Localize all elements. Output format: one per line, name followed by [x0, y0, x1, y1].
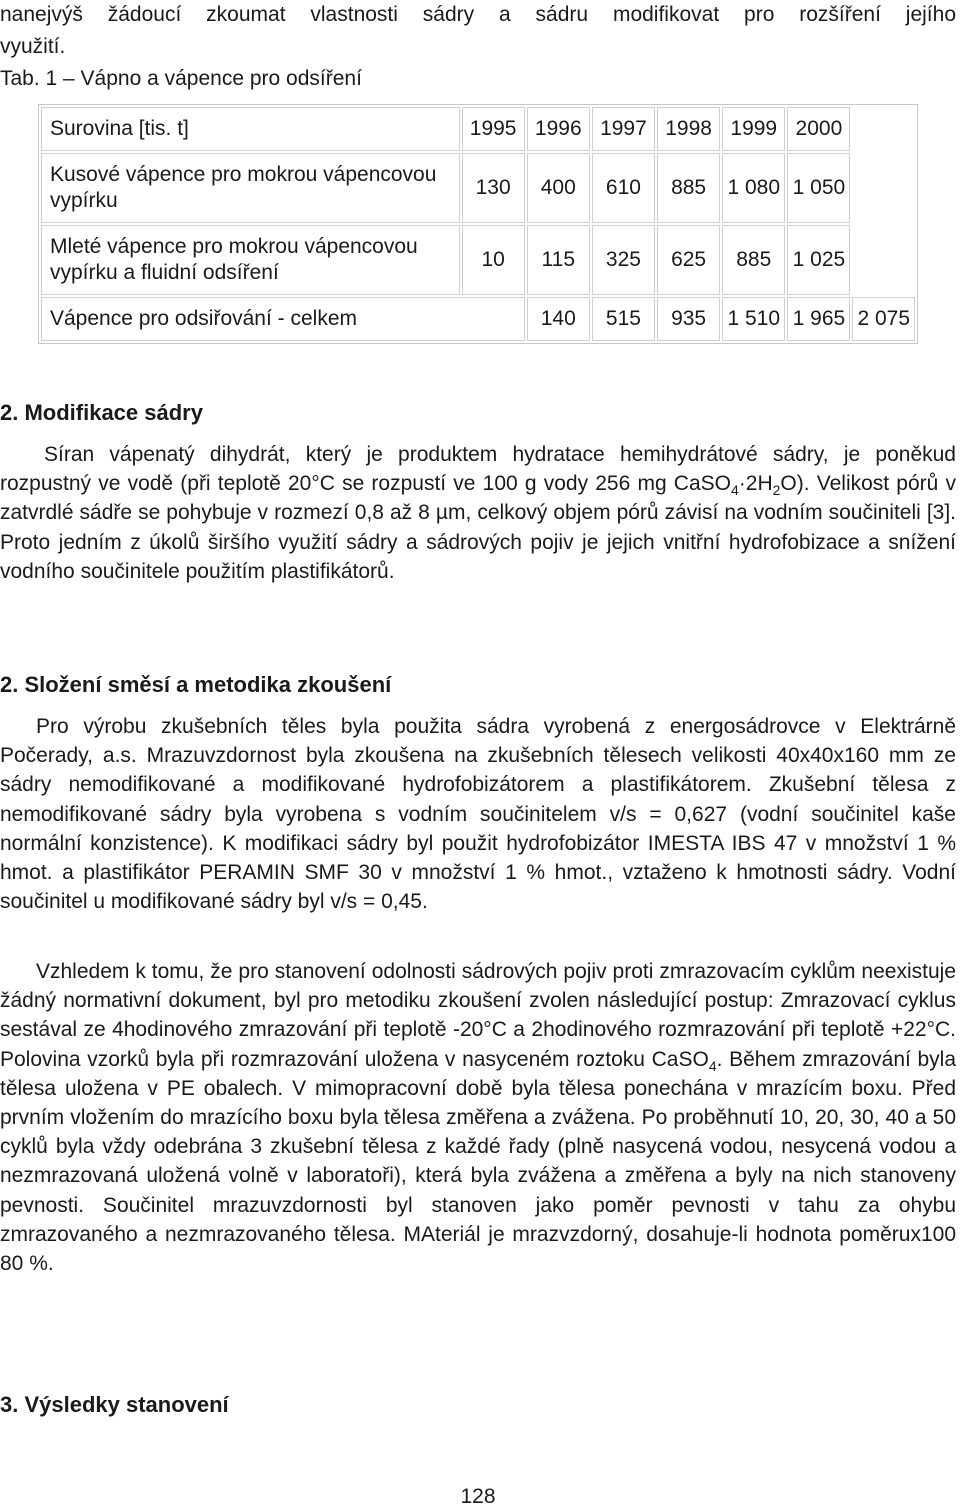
total-value-cell: 2 075	[852, 297, 915, 341]
intro-line-1: nanejvýš žádoucí zkoumat vlastnosti sádry a sádru modifikovat pro rozšíření jejího	[0, 3, 956, 26]
table-total-row	[41, 297, 915, 341]
value-cell: 130	[462, 153, 525, 223]
table-row	[41, 225, 915, 295]
subscript: 4	[730, 482, 739, 499]
limestone-table	[38, 104, 918, 344]
paragraph-text: O). Velikost pórů v zatvrdlé sádře se pohybuje v rozmezí 0,8 až 8 µm, celkový objem pórů závisí na vodním součiniteli [3]. Proto jedním z úkolů širšího využití sádry a sádrových pojiv je jejich vnitřní hydrofobizace a snížení vodního součinitele použitím plastifikátorů.	[0, 472, 956, 583]
paragraph-text: Síran vápenatý dihydrát, který je produktem hydratace hemihydrátové sádry, je poněkud rozpustný ve vodě (při teplotě 20°C se rozpustí ve 100 g vody 256 mg CaSO	[0, 443, 956, 496]
paragraph-text: Vzhledem k tomu, že pro stanovení odolnosti sádrových pojiv proti zmrazovacím cyklům neexistuje žádný normativní dokument, byl pro metodiku zkoušení zvolen následující postup: Zmrazovací cyklus sestával ze 4hodinového zmrazování při teplotě -20°C a 2hodinového rozmrazování při teplotě +22°C. Polovina vzorků byla při rozmrazování uložena v nasyceném roztoku CaSO	[0, 960, 956, 1071]
section-heading-vysledky: 3. Výsledky stanovení	[0, 1392, 229, 1417]
value-cell: 625	[657, 225, 720, 295]
subscript: 4	[708, 1057, 717, 1074]
value-cell: 400	[527, 153, 590, 223]
total-value-cell: 515	[592, 297, 655, 341]
total-label: Vápence pro odsiřování - celkem	[41, 297, 525, 341]
value-cell: 325	[592, 225, 655, 295]
value-cell: 10	[462, 225, 525, 295]
row-label: Mleté vápence pro mokrou vápencovou vypírku a fluidní odsíření	[41, 225, 460, 295]
year-cell: 2000	[787, 107, 850, 151]
table-caption: Tab. 1 – Vápno a vápence pro odsíření	[0, 67, 362, 90]
value-cell: 1 080	[722, 153, 785, 223]
value-cell: 115	[527, 225, 590, 295]
value-cell: 1 050	[787, 153, 850, 223]
section-heading-slozeni: 2. Složení směsí a metodika zkoušení	[0, 672, 392, 697]
table-row	[41, 153, 915, 223]
total-value-cell: 140	[527, 297, 590, 341]
year-cell: 1996	[527, 107, 590, 151]
section-heading-modifikace: 2. Modifikace sádry	[0, 400, 203, 425]
year-cell: 1999	[722, 107, 785, 151]
table-header-label: Surovina [tis. t]	[41, 107, 460, 151]
row-label: Kusové vápence pro mokrou vápencovou vypírku	[41, 153, 460, 223]
paragraph-slozeni: Pro výrobu zkušebních těles byla použita sádra vyrobená z energosádrovce v Elektrárně Počerady, a.s. Mrazuvzdornost byla zkoušena na zkušebních tělesech velikosti 40x40x160 mm ze sádry nemodifikované a modifikované hydrofobizátorem a plastifikátorem. Zkušební tělesa z nemodifikované sádry byla vyrobena s vodním součinitelem v/s = 0,627 (vodní součinitel kaše normální konzistence). K modifikaci sádry byl použit hydrofobizátor IMESTA IBS 47 v množství 1 % hmot. a plastifikátor PERAMIN SMF 30 v množství 1 % hmot., vztaženo k hmotnosti sádry. Vodní součinitel u modifikované sádry byl v/s = 0,45.	[0, 715, 956, 914]
paragraph-metodika	[0, 957, 956, 1278]
intro-line-2: využití.	[0, 35, 66, 58]
paragraph-modifikace	[0, 440, 956, 586]
paragraph-text: ·2H	[738, 472, 773, 496]
value-cell: 1 025	[787, 225, 850, 295]
value-cell: 885	[722, 225, 785, 295]
table-header-row	[41, 107, 915, 151]
total-value-cell: 1 510	[722, 297, 785, 341]
value-cell: 885	[657, 153, 720, 223]
year-cell: 1995	[462, 107, 525, 151]
year-cell: 1997	[592, 107, 655, 151]
total-value-cell: 935	[657, 297, 720, 341]
year-cell: 1998	[657, 107, 720, 151]
total-value-cell: 1 965	[787, 297, 850, 341]
subscript: 2	[772, 482, 781, 499]
value-cell: 610	[592, 153, 655, 223]
page-number: 128	[460, 1485, 496, 1508]
paragraph-text: . Během zmrazování byla tělesa uložena v PE obalech. V mimopracovní době byla tělesa ponechána v mrazícím boxu. Před prvním vložením do mrazícího boxu byla tělesa změřena a zvážena. Po proběhnutí 10, 20, 30, 40 a 50 cyklů byla vždy odebrána 3 zkušební tělesa z každé řady (plně nasycená vodou, nesycená vodou a nezmrazovaná uložená volně v laboratoři), která byla zvážena a změřena a byly na nich stanoveny pevnosti. Součinitel mrazuvzdornosti byl stanoven jako poměr pevnosti v tahu za ohybu zmrazovaného a nezmrazovaného tělesa. MAteriál je mrazvzdorný, dosahuje-li hodnota poměrux100 80 %.	[0, 1047, 957, 1276]
